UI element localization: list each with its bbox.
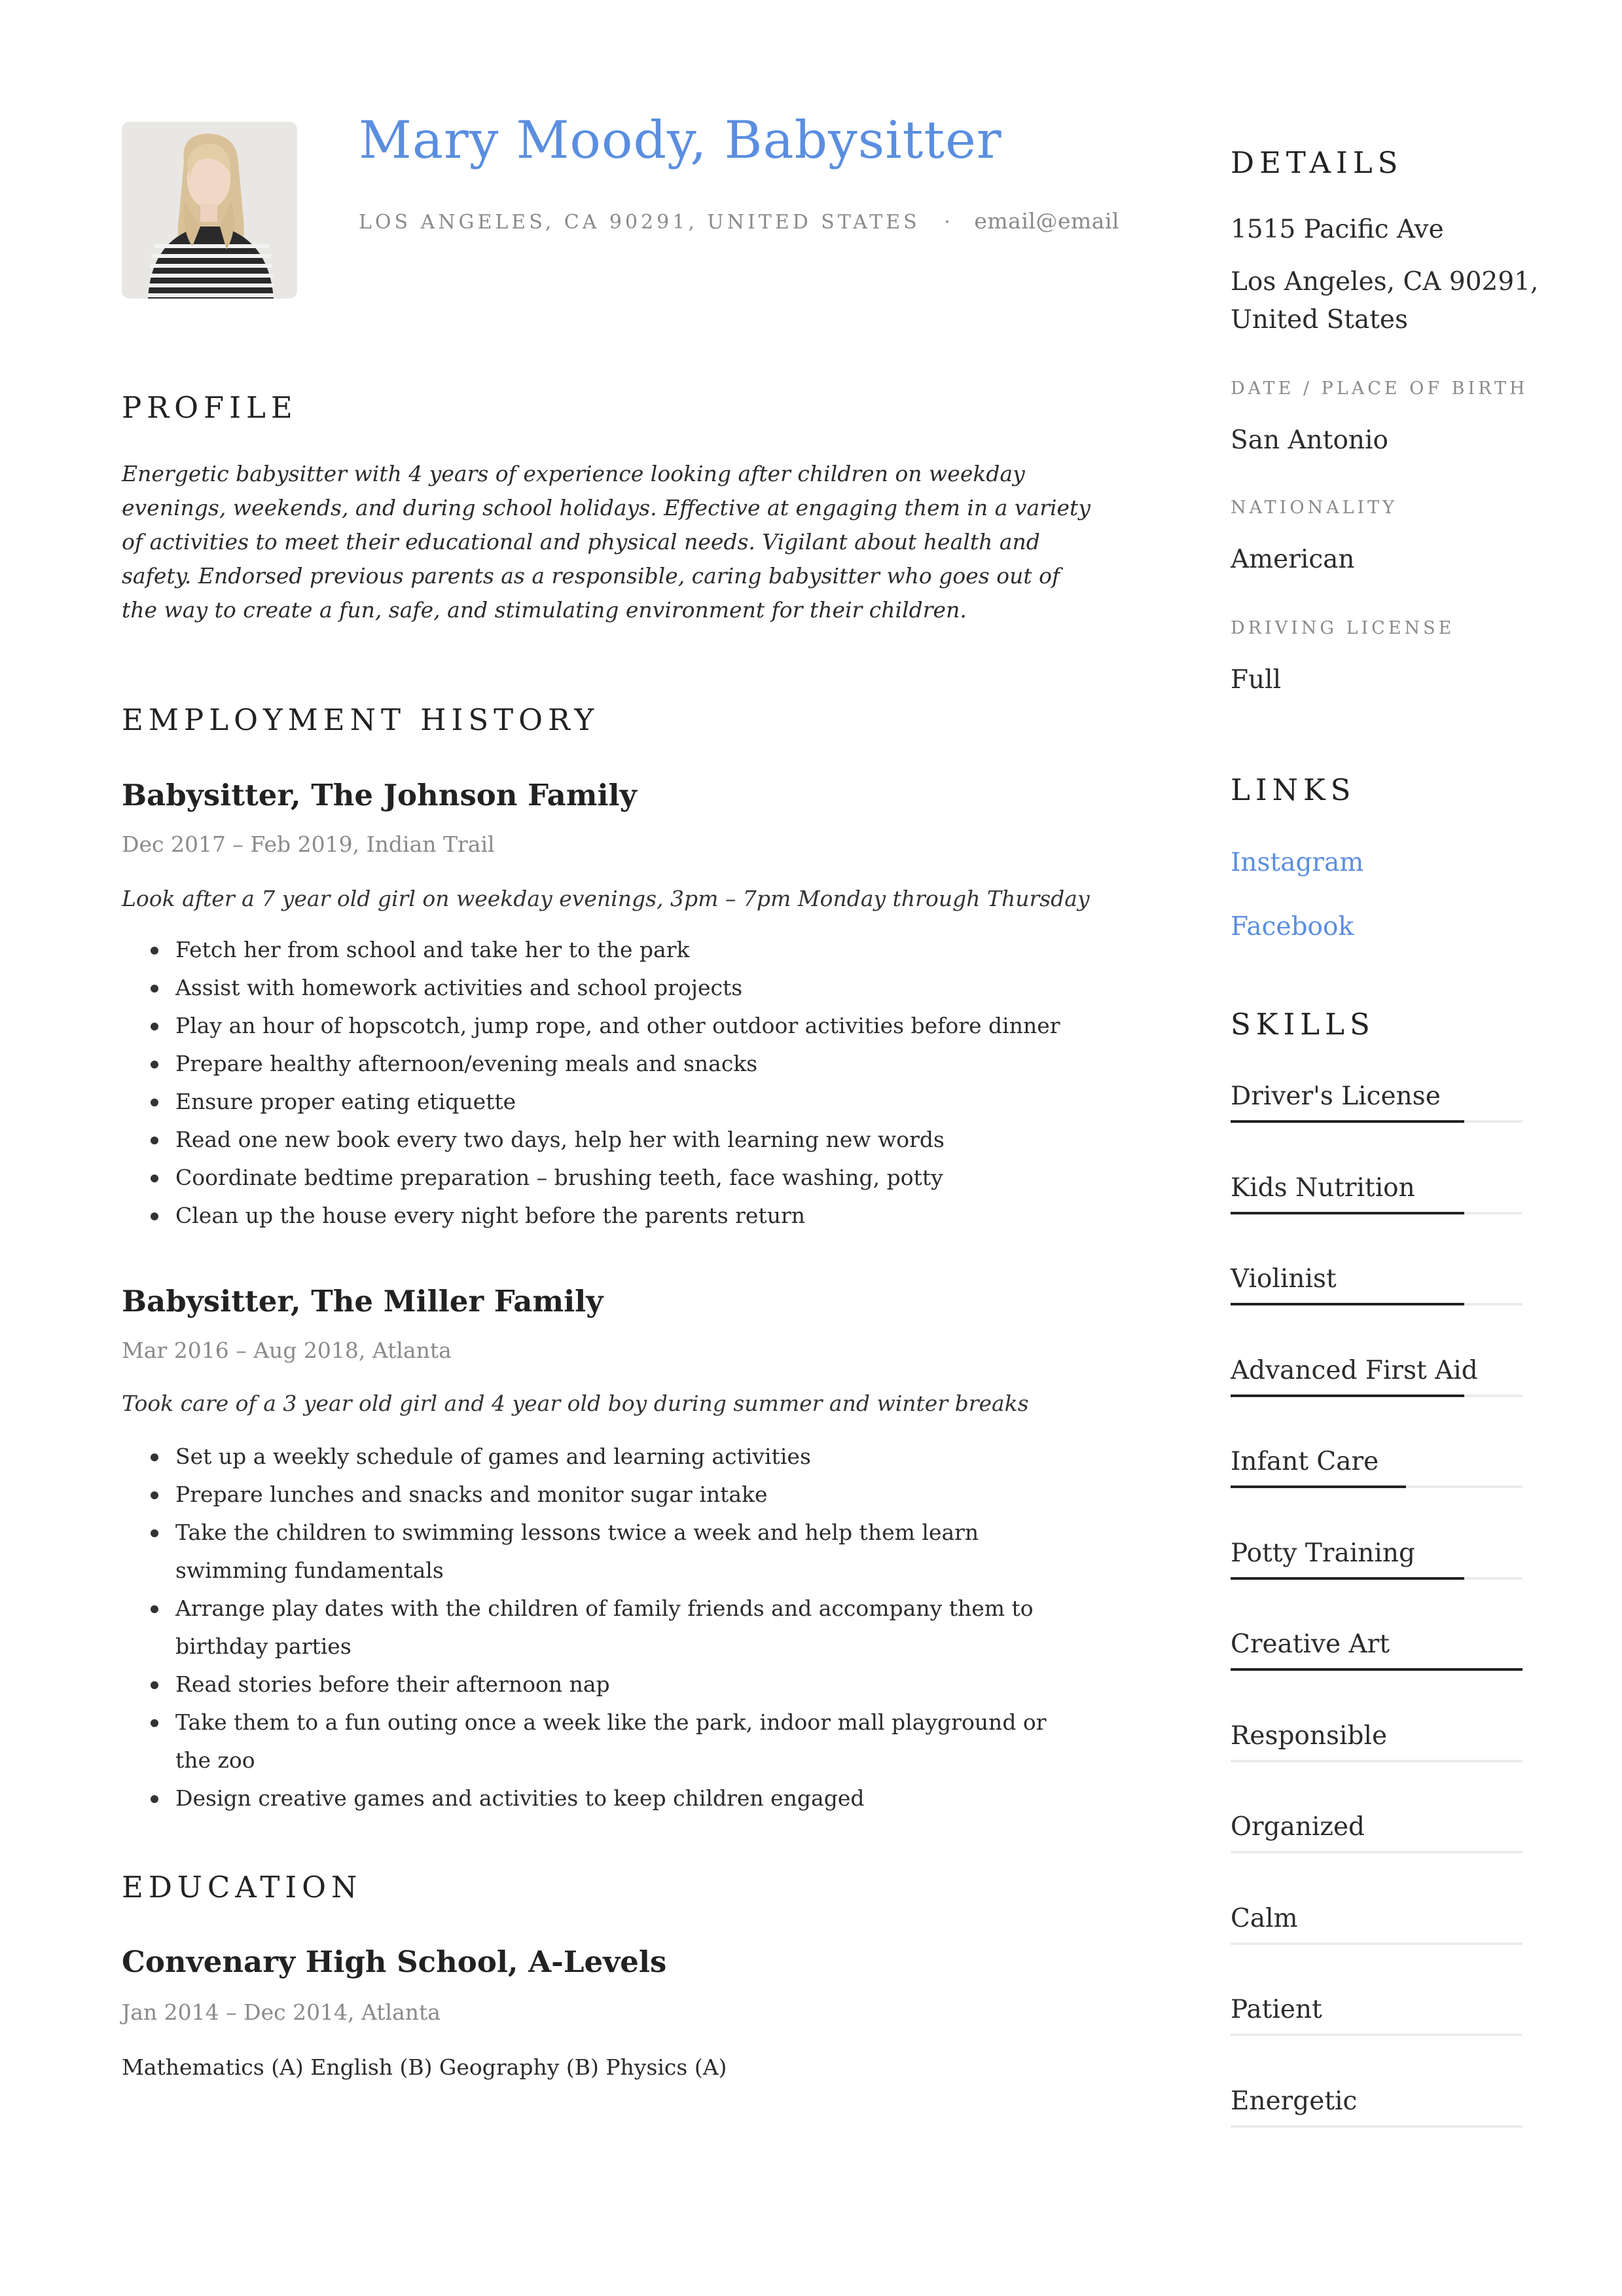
job-summary: Look after a 7 year old girl on weekday evenings, 3pm – 7pm Monday through Thursday [122,886,1090,911]
email-link[interactable]: email@email [974,208,1120,234]
skill-name: Energetic [1231,2086,1358,2116]
job-summary: Took care of a 3 year old girl and 4 year old boy during summer and winter breaks [122,1391,1029,1416]
skill-name: Calm [1231,1903,1298,1933]
skill-level-bar [1231,2125,1523,2128]
job-dates-location: Dec 2017 – Feb 2019, Indian Trail [122,831,495,857]
profile-summary: Energetic babysitter with 4 years of experience looking after children on weekday evenings, weekends, and during school holidays. Effective at engaging them in a variety of activities to meet their educational and physical needs. Vigilant about health and safety. Endorsed previous parents as a responsible, caring babysitter who goes out of the way to create a fun, safe, and stimulating environment for their children. [122,461,1090,623]
skill-level-bar [1231,2033,1523,2036]
birth-value: San Antonio [1231,426,1388,455]
skill-item [1231,1995,1523,2036]
skill-item [1231,1447,1523,1488]
skill-name: Driver's License [1231,1082,1441,1111]
instagram-link[interactable]: Instagram [1231,848,1364,877]
candidate-name: Mary Moody, Babysitter [359,110,1002,170]
job-bullet: Coordinate bedtime preparation – brushing teeth, face washing, potty [122,1159,1064,1197]
skill-level-fill [1231,1394,1464,1397]
skill-level-bar [1231,1760,1523,1762]
address-line-2: Los Angeles, CA 90291, [1231,267,1539,297]
skill-name: Advanced First Aid [1231,1355,1478,1385]
job-bullet: Prepare healthy afternoon/evening meals and snacks [122,1045,1064,1083]
links-heading: LINKS [1231,773,1356,807]
job-bullet: Clean up the house every night before the parents return [122,1197,1064,1235]
skill-item [1231,1630,1523,1671]
job-title: Babysitter, The Johnson Family [122,778,637,812]
skill-item [1231,1904,1523,1945]
job-dates-location: Mar 2016 – Aug 2018, Atlanta [122,1338,452,1363]
address-line-1: 1515 Pacific Ave [1231,215,1444,244]
license-value: Full [1231,665,1282,695]
job-bullet: Read stories before their afternoon nap [122,1666,1064,1704]
profile-photo-image [122,122,297,299]
job-bullet: Ensure proper eating etiquette [122,1083,1064,1121]
job-bullet: Set up a weekly schedule of games and learning activities [122,1438,1064,1476]
skill-name: Responsible [1231,1721,1388,1751]
separator-dot: · [944,211,950,234]
license-label: DRIVING LICENSE [1231,618,1455,638]
skill-level-bar [1231,1942,1523,1945]
skill-level-bar [1231,1303,1523,1305]
job-bullet: Arrange play dates with the children of family friends and accompany them to birthday parties [122,1590,1064,1666]
school-title: Convenary High School, A-Levels [122,1944,667,1979]
skill-level-bar [1231,1668,1523,1671]
skill-name: Organized [1231,1812,1365,1842]
nationality-value: American [1231,545,1355,574]
skill-name: Kids Nutrition [1231,1173,1415,1203]
skill-level-bar [1231,1394,1523,1397]
skill-name: Violinist [1231,1264,1337,1294]
skill-item [1231,1173,1523,1214]
skill-item [1231,1356,1523,1397]
job-title: Babysitter, The Miller Family [122,1284,604,1319]
skill-item [1231,1264,1523,1305]
employment-heading: EMPLOYMENT HISTORY [122,702,600,737]
skill-name: Creative Art [1231,1630,1390,1659]
details-heading: DETAILS [1231,145,1403,180]
facebook-link[interactable]: Facebook [1231,912,1354,941]
skill-name: Patient [1231,1995,1322,2024]
profile-heading: PROFILE [122,390,298,425]
job-bullet: Prepare lunches and snacks and monitor sugar intake [122,1476,1064,1514]
job-bullet-list [122,1438,1064,1817]
skill-level-fill [1231,1577,1464,1580]
skill-item [1231,2086,1523,2128]
location-text: LOS ANGELES, CA 90291, UNITED STATES [359,211,920,234]
contact-line [359,208,1119,234]
skill-name: Potty Training [1231,1538,1415,1568]
skill-level-bar [1231,1577,1523,1580]
skill-item [1231,1812,1523,1853]
skill-level-bar [1231,1120,1523,1123]
skills-heading: SKILLS [1231,1007,1375,1042]
address-line-3: United States [1231,305,1408,335]
job-bullet: Read one new book every two days, help her with learning new words [122,1121,1064,1159]
skill-level-fill [1231,1485,1406,1488]
skill-level-bar [1231,1851,1523,1853]
education-courses: Mathematics (A) English (B) Geography (B) Physics (A) [122,2054,727,2080]
skill-item [1231,1539,1523,1580]
job-bullet-list [122,931,1064,1235]
profile-photo [122,122,297,299]
skill-level-fill [1231,1212,1464,1214]
skill-item [1231,1082,1523,1123]
skill-level-fill [1231,1668,1523,1671]
skill-name: Infant Care [1231,1447,1379,1476]
skill-level-bar [1231,1212,1523,1214]
job-bullet: Fetch her from school and take her to the park [122,931,1064,969]
job-bullet: Design creative games and activities to keep children engaged [122,1779,1064,1817]
nationality-label: NATIONALITY [1231,498,1398,518]
skill-level-fill [1231,1303,1464,1305]
education-dates-location: Jan 2014 – Dec 2014, Atlanta [122,1999,441,2025]
job-bullet: Take the children to swimming lessons twice a week and help them learn swimming fundamentals [122,1514,1064,1590]
skill-level-fill [1231,1120,1464,1123]
birth-label: DATE / PLACE OF BIRTH [1231,378,1528,399]
education-heading: EDUCATION [122,1870,363,1904]
skill-item [1231,1721,1523,1762]
job-bullet: Play an hour of hopscotch, jump rope, and other outdoor activities before dinner [122,1007,1064,1045]
job-bullet: Assist with homework activities and school projects [122,969,1064,1007]
job-bullet: Take them to a fun outing once a week like the park, indoor mall playground or the zoo [122,1704,1064,1779]
skill-level-bar [1231,1485,1523,1488]
